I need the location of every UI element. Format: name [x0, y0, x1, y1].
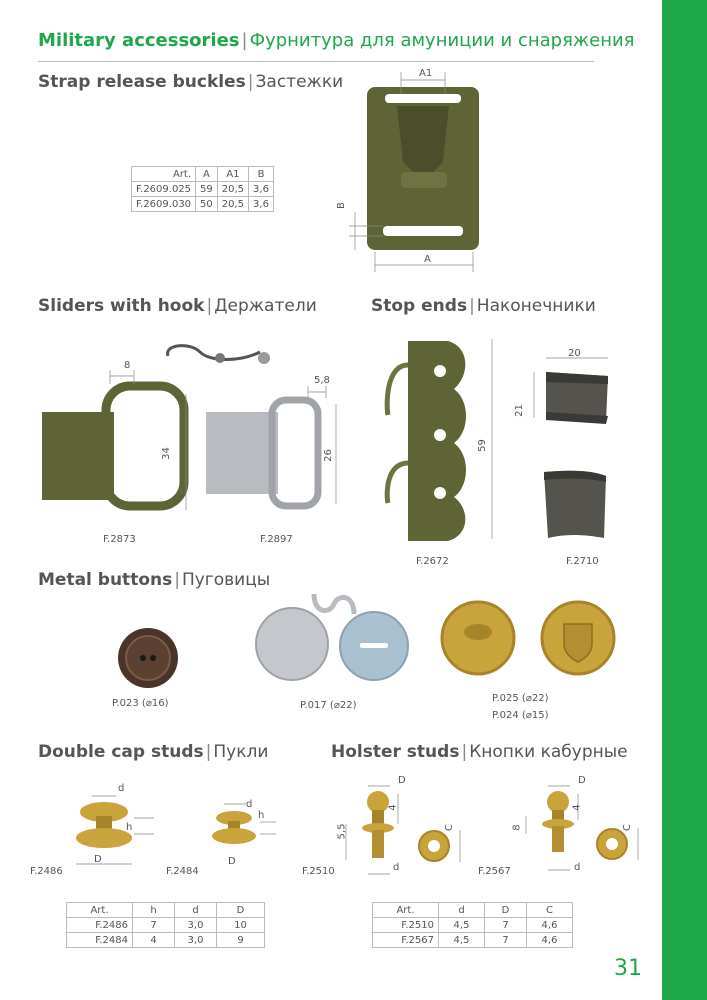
holster2-dim-C: C: [621, 824, 633, 831]
table-cell: 3,6: [249, 197, 274, 212]
table-cell: Art.: [373, 903, 439, 918]
table-cell: D: [485, 903, 527, 918]
slider-f2873-width: 8: [124, 360, 131, 371]
table-cell: B: [249, 167, 274, 182]
button-p025-code: P.025 (⌀22): [492, 693, 549, 704]
holster-f2567-code: F.2567: [478, 866, 511, 877]
table-cell: C: [527, 903, 573, 918]
slider-f2873-height: 34: [160, 447, 172, 460]
table-cell: d: [439, 903, 485, 918]
stop-f2710-code: F.2710: [566, 556, 599, 567]
table-row: [67, 933, 265, 948]
holster2-dim-d: d: [574, 862, 581, 873]
button-p017-drawing: [250, 588, 420, 688]
table-cell: F.2609.025: [132, 182, 196, 197]
buckle-dim-a1: A1: [419, 68, 433, 79]
section-title-buckles: Strap release buckles | Застежки: [38, 72, 344, 92]
section-title-holster: Holster studs | Кнопки кабурные: [331, 742, 628, 762]
stud-small-dim-h: h: [258, 810, 265, 821]
holster-f2510-code: F.2510: [302, 866, 335, 877]
buckle-dim-b: B: [335, 202, 347, 209]
title-divider: [38, 61, 594, 62]
stop-f2710-drawing: [520, 352, 620, 547]
slider-f2897-height: 26: [322, 449, 334, 462]
stop-f2672-code: F.2672: [416, 556, 449, 567]
table-cell: 4,6: [527, 933, 573, 948]
table-cell: h: [133, 903, 175, 918]
table-cell: 4,6: [527, 918, 573, 933]
table-cell: 20,5: [217, 197, 248, 212]
slider-f2873-drawing: [38, 360, 198, 535]
stud-dim-h: h: [126, 822, 133, 833]
table-cell: 20,5: [217, 182, 248, 197]
table-cell: 7: [485, 918, 527, 933]
green-side-bar: [662, 0, 707, 1000]
stud-small-dim-d: d: [246, 799, 253, 810]
table-cell: 4,5: [439, 918, 485, 933]
table-cell: F.2609.030: [132, 197, 196, 212]
table-cell: 3,0: [175, 918, 217, 933]
slider-f2873-code: F.2873: [103, 534, 136, 545]
buckle-drawing: [335, 62, 495, 287]
stop-f2672-height: 59: [476, 439, 488, 452]
table-row: [373, 918, 573, 933]
stud-f2484-code: F.2484: [166, 866, 199, 877]
stop-f2710-width: 20: [568, 348, 581, 359]
table-cell: 4: [133, 933, 175, 948]
stud-f2486-drawing: [56, 782, 166, 882]
table-header-row: [132, 167, 274, 182]
button-p023-drawing: [116, 626, 180, 690]
holster-dim-4: 4: [387, 804, 399, 811]
table-cell: d: [175, 903, 217, 918]
section-title-sliders: Sliders with hook | Держатели: [38, 296, 317, 316]
table-cell: 50: [196, 197, 218, 212]
holster2-dim-8: 8: [511, 824, 523, 831]
stud-dim-D: D: [94, 854, 102, 865]
buckle-spec-table: [131, 166, 274, 212]
table-cell: 7: [133, 918, 175, 933]
stud-small-dim-D: D: [228, 856, 236, 867]
stud-f2486-code: F.2486: [30, 866, 63, 877]
holster-spec-table: [372, 902, 573, 948]
table-cell: 3,0: [175, 933, 217, 948]
table-row: [132, 182, 274, 197]
table-cell: 9: [217, 933, 265, 948]
page-title: Military accessories | Фурнитура для амуниции и снаряжения: [38, 30, 635, 51]
holster-dim-D: D: [398, 775, 406, 786]
holster-dim-C: C: [443, 824, 455, 831]
table-cell: 3,6: [249, 182, 274, 197]
button-p024-code: P.024 (⌀15): [492, 710, 549, 721]
stop-f2710-height: 21: [513, 404, 525, 417]
table-cell: Art.: [132, 167, 196, 182]
section-title-stops: Stop ends | Наконечники: [371, 296, 596, 316]
holster-dim-d: d: [393, 862, 400, 873]
buckle-dim-a: A: [424, 254, 431, 265]
stud-f2484-drawing: [200, 796, 280, 866]
table-cell: 4,5: [439, 933, 485, 948]
table-row: [373, 933, 573, 948]
table-cell: F.2484: [67, 933, 133, 948]
table-cell: A1: [217, 167, 248, 182]
table-cell: 59: [196, 182, 218, 197]
table-header-row: [67, 903, 265, 918]
stud-dim-d: d: [118, 783, 125, 794]
page-number: 31: [614, 956, 642, 981]
button-p025-p024-drawing: [436, 594, 620, 684]
section-title-studs: Double cap studs | Пукли: [38, 742, 269, 762]
table-cell: A: [196, 167, 218, 182]
studs-spec-table: [66, 902, 265, 948]
table-row: [132, 197, 274, 212]
table-cell: F.2510: [373, 918, 439, 933]
table-row: [67, 918, 265, 933]
section-title-buttons: Metal buttons | Пуговицы: [38, 570, 271, 590]
slider-f2897-code: F.2897: [260, 534, 293, 545]
table-cell: D: [217, 903, 265, 918]
table-cell: Art.: [67, 903, 133, 918]
holster2-dim-4: 4: [571, 804, 583, 811]
holster2-dim-D: D: [578, 775, 586, 786]
holster-dim-5-5: 5,5: [336, 823, 348, 840]
table-cell: F.2567: [373, 933, 439, 948]
button-p023-code: P.023 (⌀16): [112, 698, 169, 709]
table-cell: F.2486: [67, 918, 133, 933]
table-header-row: [373, 903, 573, 918]
slider-f2897-width: 5,8: [314, 375, 330, 386]
table-cell: 7: [485, 933, 527, 948]
table-cell: 10: [217, 918, 265, 933]
button-p017-code: P.017 (⌀22): [300, 700, 357, 711]
